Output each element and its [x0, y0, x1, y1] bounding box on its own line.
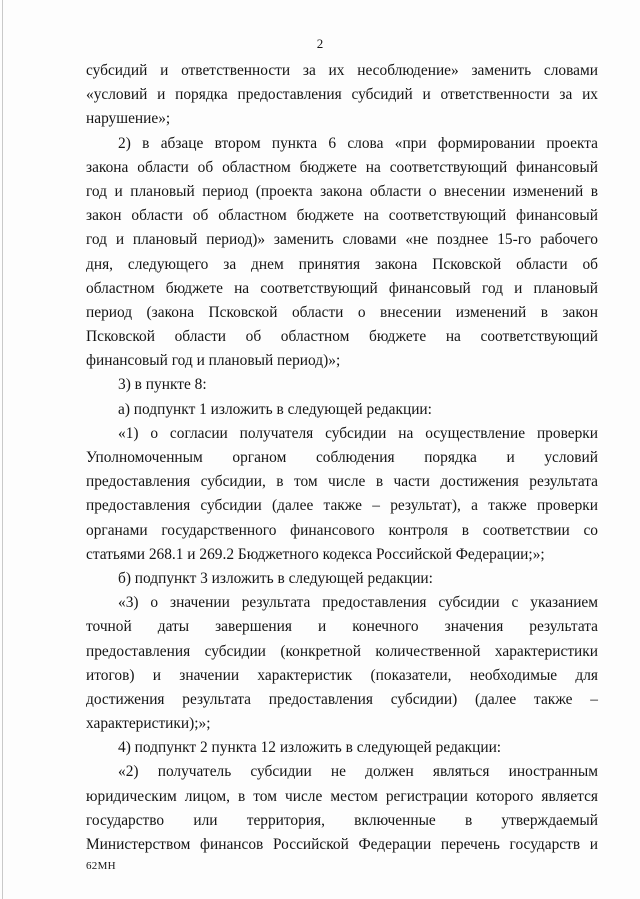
text-line: «2) получатель субсидии не должен являться иностранным	[118, 763, 598, 781]
text-line: 4) подпункт 2 пункта 12 изложить в следующей редакции:	[118, 739, 502, 757]
text-line: статьями 268.1 и 269.2 Бюджетного кодекса Российской Федерации;»;	[86, 545, 545, 563]
text-line: «3) о значении результата предоставления субсидии с указанием	[118, 594, 598, 612]
text-line: предоставления субсидии, в том числе в части достижения результата	[86, 473, 598, 491]
text-line: 3) в пункте 8:	[118, 376, 207, 394]
text-line: Уполномоченным органом соблюдения порядка и условий	[86, 449, 598, 466]
document-body	[86, 59, 598, 857]
text-line: достижения результата предоставления субсидии) (далее также –	[86, 690, 598, 708]
page-number: 2	[316, 36, 324, 51]
text-line: органами государственного финансового контроля в соответствии со	[86, 521, 598, 539]
text-line: Псковской области об областном бюджете на соответствующий	[86, 328, 598, 346]
text-line: предоставления субсидии (конкретной количественной характеристики	[86, 642, 598, 660]
text-line: областном бюджете на соответствующий финансовый год и плановый	[86, 279, 598, 297]
text-line: 2) в абзаце втором пункта 6 слова «при формировании проекта	[118, 134, 598, 152]
text-line: нарушение»;	[86, 110, 171, 128]
page-edge	[2, 0, 3, 899]
text-line: год и плановый период (проекта закона области о внесении изменений в	[86, 182, 598, 200]
text-line: итогов) и значении характеристик (показатели, необходимые для	[86, 666, 598, 684]
text-line: год и плановый период)» заменить словами «не позднее 15-го рабочего	[86, 231, 598, 249]
text-line: дня, следующего за днем принятия закона Псковской области об	[86, 255, 598, 273]
text-line: характеристики);»;	[86, 715, 211, 733]
text-line: точной даты завершения и конечного значения результата	[86, 618, 598, 636]
text-line: закона области об областном бюджете на соответствующий финансовый	[86, 158, 598, 176]
text-line: «1) о согласии получателя субсидии на осуществление проверки	[118, 424, 598, 442]
text-line: а) подпункт 1 изложить в следующей редакции:	[118, 400, 432, 418]
text-line: период (закона Псковской области о внесении изменений в закон	[86, 303, 598, 321]
text-line: финансовый год и плановый период)»;	[86, 352, 341, 370]
text-line: субсидий и ответственности за их несоблюдение» заменить словами	[86, 62, 598, 79]
document-code: 62МН	[86, 860, 116, 872]
text-line: б) подпункт 3 изложить в следующей редакции:	[118, 569, 433, 587]
text-line: «условий и порядка предоставления субсидий и ответственности за их	[86, 86, 598, 104]
text-line: предоставления субсидии (далее также – результат), а также проверки	[86, 497, 598, 515]
text-line: государство или территория, включенные в утверждаемый	[86, 811, 598, 829]
text-line: закон области об областном бюджете на соответствующий финансовый	[86, 207, 598, 225]
text-line: Министерством финансов Российской Федерации перечень государств и	[86, 836, 598, 853]
text-line: юридическим лицом, в том числе местом регистрации которого является	[86, 787, 598, 805]
